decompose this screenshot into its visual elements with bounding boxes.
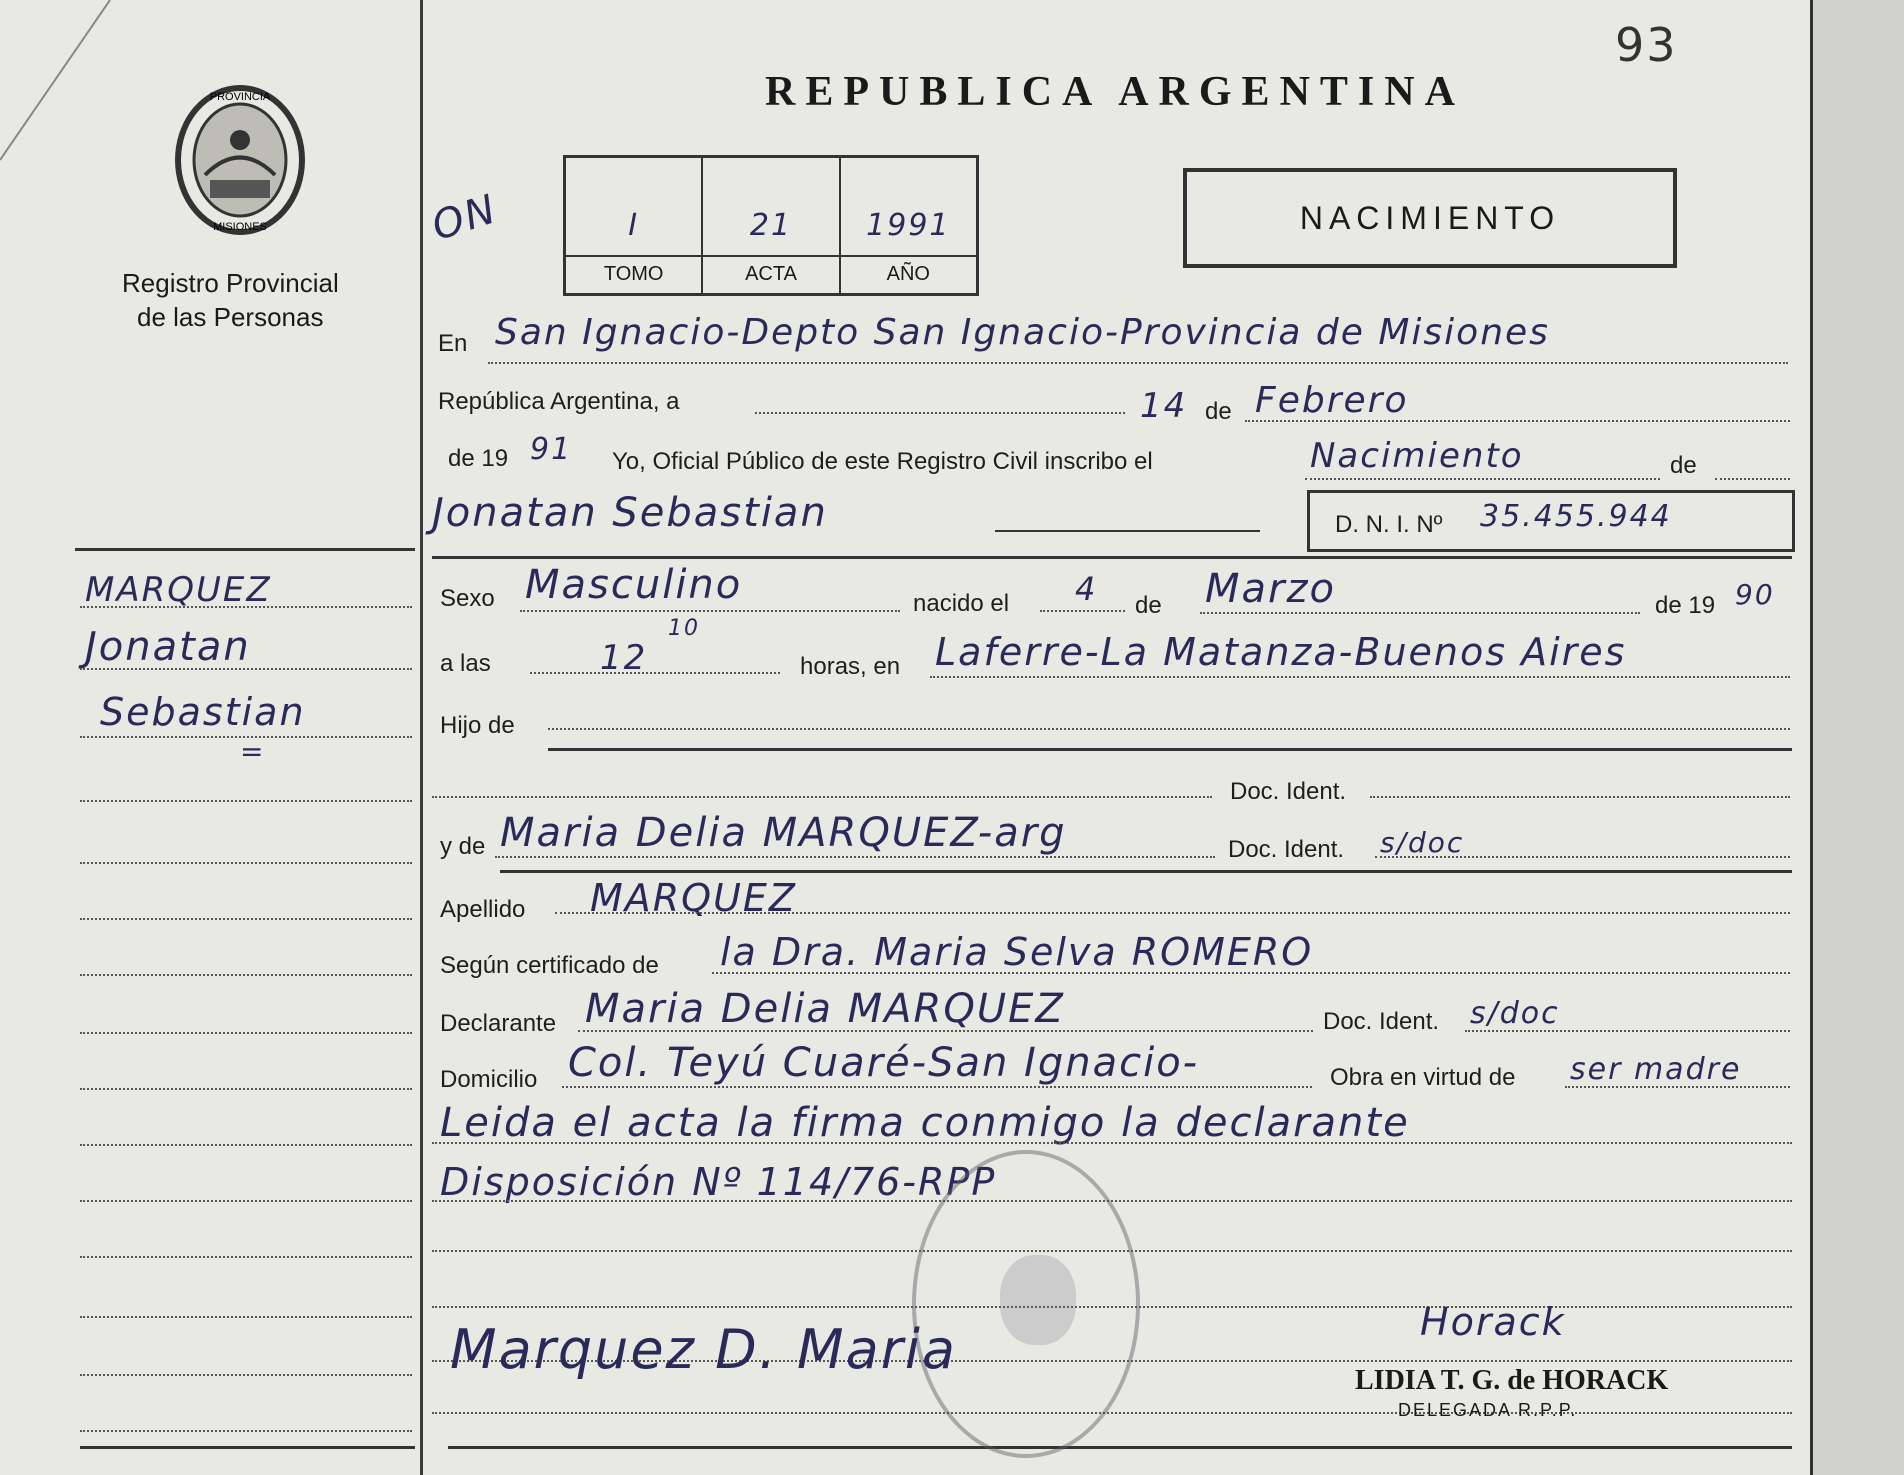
name-line bbox=[995, 530, 1260, 532]
year-prefix-label: de 19 bbox=[448, 445, 509, 472]
bottom-rule bbox=[448, 1446, 1792, 1449]
obra-value: ser madre bbox=[1570, 1052, 1742, 1087]
de2-line bbox=[1715, 478, 1790, 480]
birth-day-line bbox=[1040, 610, 1125, 612]
certifier-value: la Dra. Maria Selva ROMERO bbox=[720, 930, 1314, 974]
sidebar-given-name-2: Sebastian bbox=[100, 690, 306, 734]
father-doc-line bbox=[432, 796, 1212, 798]
birth-place: Laferre-La Matanza-Buenos Aires bbox=[935, 630, 1627, 674]
birth-year-prefix: de 19 bbox=[1655, 592, 1716, 619]
address-line bbox=[562, 1086, 1312, 1088]
dni-label: D. N. I. Nº bbox=[1335, 511, 1443, 538]
section-rule bbox=[432, 556, 1792, 559]
seal-bottom-text: MISIONES bbox=[213, 221, 267, 233]
tomo-label: TOMO bbox=[566, 255, 701, 286]
note-line-1: Leida el acta la firma conmigo la declarante bbox=[440, 1100, 1410, 1146]
declarant-doc: s/doc bbox=[1470, 996, 1560, 1031]
address-value: Col. Teyú Cuaré-San Ignacio- bbox=[568, 1040, 1200, 1086]
certifier-line bbox=[712, 972, 1790, 974]
ano-cell bbox=[841, 158, 976, 293]
tomo-cell bbox=[566, 158, 703, 293]
registry-line-1: Registro Provincial bbox=[122, 268, 339, 298]
declarant-name: Maria Delia MARQUEZ bbox=[585, 986, 1065, 1032]
yo-label: Yo, Oficial Público de este Registro Civil inscribo el bbox=[612, 448, 1153, 475]
sidebar-line bbox=[80, 918, 412, 920]
acta-label: ACTA bbox=[703, 255, 838, 286]
mother-name: Maria Delia MARQUEZ-arg bbox=[500, 810, 1067, 856]
hour-minutes: 10 bbox=[668, 616, 700, 641]
sidebar-line bbox=[80, 1032, 412, 1034]
sidebar-line bbox=[80, 1374, 412, 1376]
hijo-label: Hijo de bbox=[440, 712, 515, 739]
declarante-label: Declarante bbox=[440, 1010, 557, 1037]
horas-label: horas, en bbox=[800, 653, 901, 680]
registry-line-2: de las Personas bbox=[137, 302, 324, 332]
birth-year: 90 bbox=[1735, 578, 1775, 611]
sidebar-line bbox=[80, 1200, 412, 1202]
official-name: LIDIA T. G. de HORACK bbox=[1355, 1365, 1669, 1396]
sidebar-given-name-1: Jonatan bbox=[85, 624, 251, 670]
sidebar-line bbox=[80, 1316, 412, 1318]
republica-label: República Argentina, a bbox=[438, 388, 680, 415]
sidebar-top-rule bbox=[75, 548, 415, 551]
sex-line bbox=[520, 610, 900, 612]
en-label: En bbox=[438, 330, 468, 357]
note-line bbox=[432, 1200, 1792, 1202]
apellido-label: Apellido bbox=[440, 896, 526, 923]
sidebar-line bbox=[80, 1430, 412, 1432]
registered-name: Jonatan Sebastian bbox=[432, 490, 828, 536]
father-rule bbox=[548, 748, 1792, 751]
hour-value: 12 bbox=[600, 638, 648, 678]
mother-line bbox=[495, 856, 1215, 858]
tomo-value: I bbox=[628, 208, 640, 243]
sidebar-line bbox=[80, 800, 412, 802]
doc-ident2-label: Doc. Ident. bbox=[1228, 836, 1345, 863]
record-number-box bbox=[563, 155, 979, 296]
page-number: 93 bbox=[1615, 18, 1678, 72]
month-value: Febrero bbox=[1255, 380, 1409, 421]
sidebar-line bbox=[80, 1088, 412, 1090]
obra-line bbox=[1565, 1086, 1790, 1088]
mother-doc-line bbox=[1375, 856, 1790, 858]
declarant-line bbox=[578, 1030, 1313, 1032]
birth-month: Marzo bbox=[1205, 566, 1336, 612]
nacido-label: nacido el bbox=[913, 590, 1010, 617]
sidebar-line bbox=[80, 862, 412, 864]
document-type-box: NACIMIENTO bbox=[1183, 168, 1677, 268]
alas-label: a las bbox=[440, 650, 491, 677]
de2-label: de bbox=[1670, 452, 1697, 479]
day-value: 14 bbox=[1140, 386, 1188, 426]
corner-fold bbox=[0, 0, 120, 170]
declarant-signature: Marquez D. Maria bbox=[450, 1318, 958, 1381]
de3-label: de bbox=[1135, 592, 1162, 619]
dni-value: 35.455.944 bbox=[1480, 499, 1672, 534]
ano-value: 1991 bbox=[866, 208, 951, 243]
sidebar-line bbox=[80, 1144, 412, 1146]
margin-divider bbox=[420, 0, 423, 1475]
birth-month-line bbox=[1200, 612, 1640, 614]
month-line bbox=[1245, 420, 1790, 422]
sexo-label: Sexo bbox=[440, 585, 495, 612]
act-line bbox=[1305, 478, 1660, 480]
act-value: Nacimiento bbox=[1310, 436, 1524, 476]
sidebar-line bbox=[80, 668, 412, 670]
country-title: REPUBLICA ARGENTINA bbox=[765, 69, 1465, 115]
place-line bbox=[488, 362, 1788, 364]
doc-ident-label: Doc. Ident. bbox=[1230, 778, 1347, 805]
mother-doc: s/doc bbox=[1380, 826, 1465, 859]
sidebar-line bbox=[80, 606, 412, 608]
surname-value: MARQUEZ bbox=[590, 876, 797, 920]
father-line bbox=[548, 728, 1790, 730]
sidebar-surname: MARQUEZ bbox=[85, 570, 272, 610]
declarant-doc-line bbox=[1465, 1030, 1790, 1032]
acta-cell bbox=[703, 158, 840, 293]
provincial-seal-icon bbox=[165, 80, 315, 240]
seal-top-text: PROVINCIA bbox=[209, 91, 271, 103]
place-value: San Ignacio-Depto San Ignacio-Provincia de Misiones bbox=[495, 312, 1550, 353]
official-signature: Horack bbox=[1420, 1300, 1566, 1344]
de-label: de bbox=[1205, 398, 1232, 425]
dni-box bbox=[1307, 490, 1795, 552]
birth-place-line bbox=[930, 676, 1790, 678]
sidebar-line bbox=[80, 974, 412, 976]
segun-label: Según certificado de bbox=[440, 952, 659, 979]
hour-line bbox=[530, 672, 780, 674]
birth-day: 4 bbox=[1075, 570, 1098, 608]
paper-edge bbox=[1810, 0, 1904, 1475]
acta-value: 21 bbox=[749, 208, 793, 243]
father-doc-value-line bbox=[1370, 796, 1790, 798]
obra-label: Obra en virtud de bbox=[1330, 1064, 1516, 1091]
yde-label: y de bbox=[440, 833, 486, 860]
sex-value: Masculino bbox=[525, 562, 743, 608]
year-value: 91 bbox=[530, 432, 573, 467]
domicilio-label: Domicilio bbox=[440, 1066, 538, 1093]
ano-label: AÑO bbox=[841, 255, 976, 286]
doc-ident3-label: Doc. Ident. bbox=[1323, 1008, 1440, 1035]
mother-rule bbox=[500, 870, 1792, 873]
sidebar-line bbox=[80, 1256, 412, 1258]
surname-line bbox=[555, 912, 1790, 914]
sidebar-mark: = bbox=[240, 735, 266, 768]
note-line bbox=[432, 1142, 1792, 1144]
official-title: DELEGADA R.P.P. bbox=[1398, 1400, 1578, 1420]
stamp-emblem-icon bbox=[1000, 1255, 1076, 1345]
note-line-2: Disposición Nº 114/76-RPP bbox=[440, 1160, 997, 1204]
sidebar-bottom-rule bbox=[80, 1446, 415, 1449]
note-line bbox=[432, 1412, 1792, 1414]
margin-annotation: ON bbox=[426, 186, 503, 250]
date-line bbox=[755, 412, 1125, 414]
